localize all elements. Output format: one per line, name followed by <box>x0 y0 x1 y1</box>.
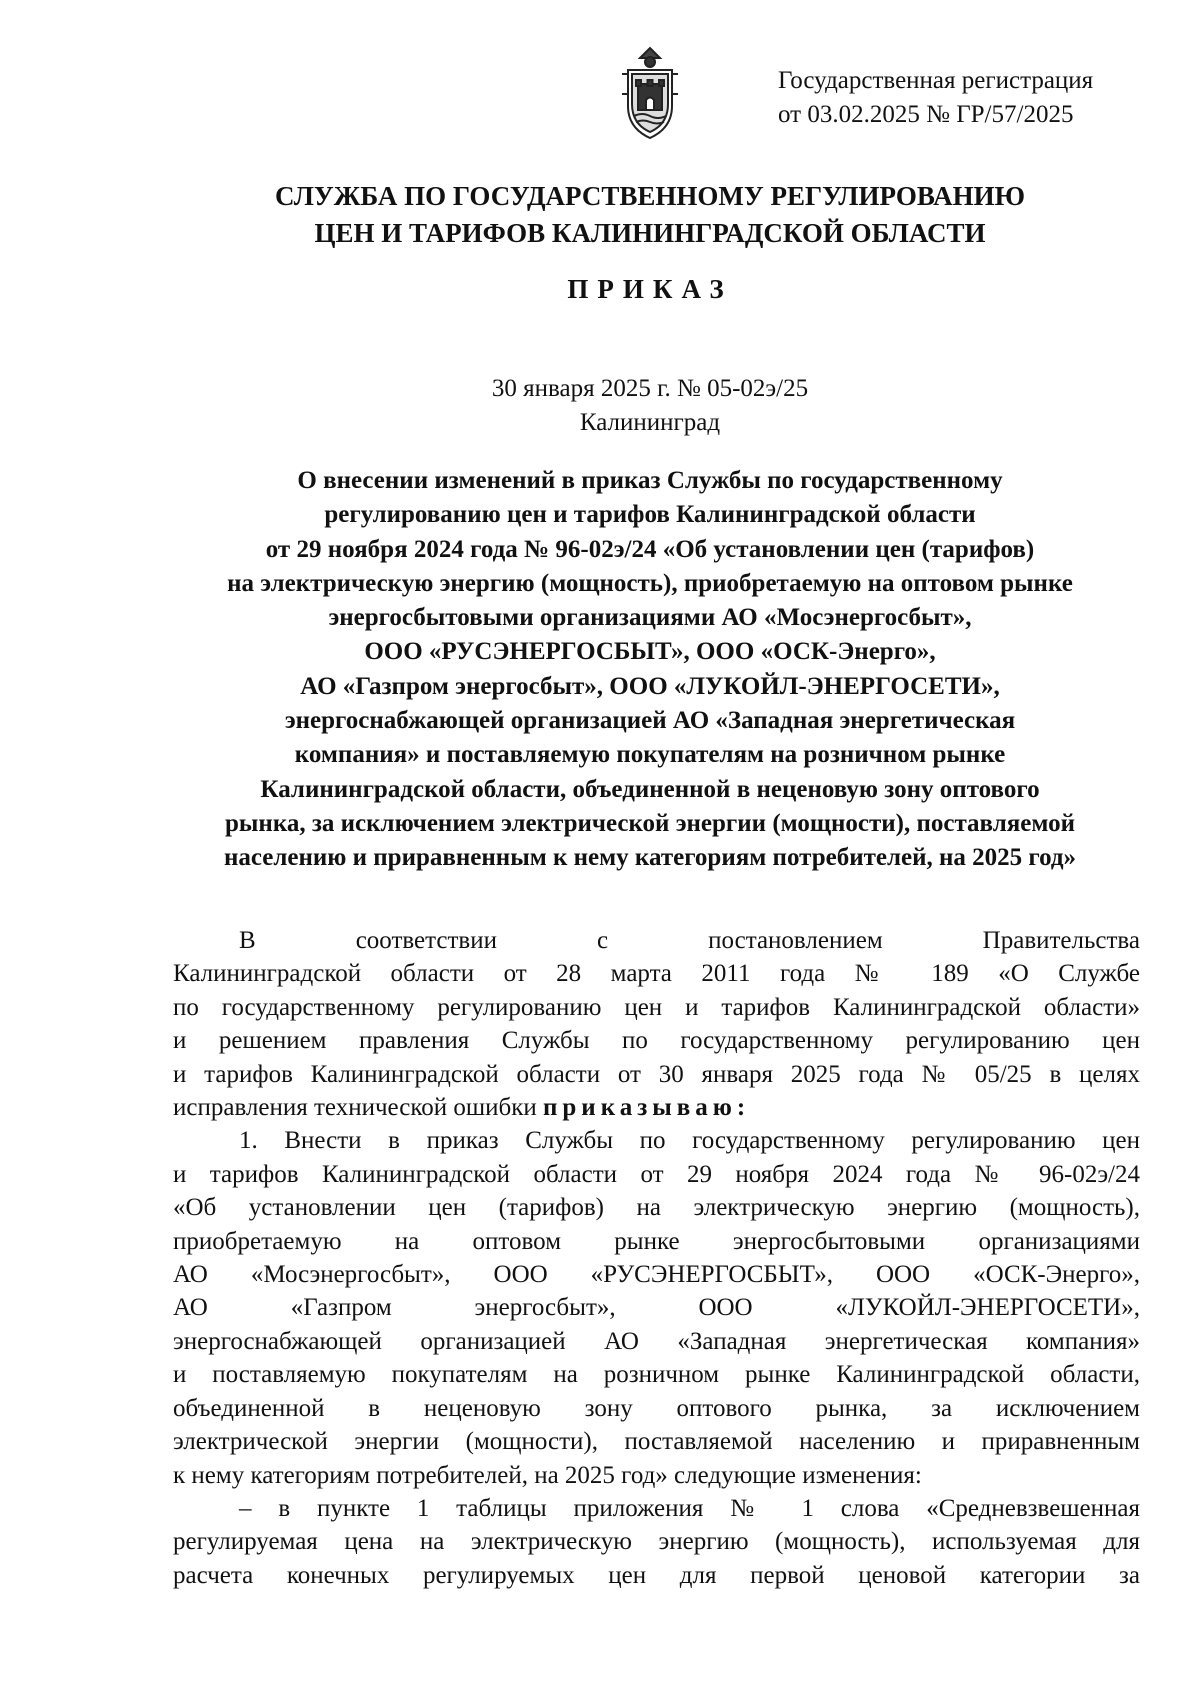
subject-line: населению и приравненным к нему категориям потребителей, на 2025 год» <box>223 844 1077 872</box>
order-date-block <box>100 372 1200 440</box>
subject-line: регулированию цен и тарифов Калининградской области <box>324 501 976 529</box>
order-subject-heading <box>160 464 1140 876</box>
subject-line: на электрическую энергию (мощность), приобретаемую на оптовом рынке <box>227 569 1073 597</box>
body-line: АО «Газпром энергосбыт», ООО «ЛУКОЙЛ-ЭНЕРГОСЕТИ», <box>173 1294 1140 1322</box>
subject-line: энергосбытовыми организациями АО «Мосэнергосбыт», <box>328 604 972 632</box>
order-title: ПРИКАЗ <box>567 274 733 304</box>
body-line: АО «Мосэнергосбыт», ООО «РУСЭНЕРГОСБЫТ», ООО «ОСК-Энерго», <box>173 1261 1140 1289</box>
body-line: «Об установлении цен (тарифов) на электрическую энергию (мощность), <box>173 1194 1140 1222</box>
state-registration-stamp <box>778 64 1158 132</box>
subject-line: О внесении изменений в приказ Службы по государственному <box>297 467 1003 494</box>
body-line <box>173 1091 1140 1124</box>
body-line: и тарифов Калининградской области от 30 января 2025 года № 05/25 в целях <box>173 1060 1140 1088</box>
agency-name-line: СЛУЖБА ПО ГОСУДАРСТВЕННОМУ РЕГУЛИРОВАНИЮ <box>274 181 1026 211</box>
body-line: приобретаемую на оптовом рынке энергосбытовыми организациями <box>173 1227 1140 1255</box>
body-line: по государственному регулированию цен и тарифов Калининградской области» <box>173 993 1140 1021</box>
item-2-paragraph <box>173 1492 1140 1592</box>
item-1-paragraph <box>173 1124 1140 1491</box>
body-line: и решением правления Службы по государственному регулированию цен <box>173 1027 1140 1055</box>
kaliningrad-coat-of-arms-icon <box>618 44 682 142</box>
body-line: электрической энергии (мощности), поставляемой населению и приравненным <box>173 1428 1140 1456</box>
order-directive: приказываю: <box>542 1094 751 1122</box>
subject-line: компания» и поставляемую покупателям на розничном рынке <box>294 741 1006 769</box>
registration-number: от 03.02.2025 № ГР/57/2025 <box>778 101 1074 128</box>
body-line: регулируемая цена на электрическую энергию (мощность), используемая для <box>173 1528 1140 1556</box>
subject-line: рынка, за исключением электрической энергии (мощности), поставляемой <box>225 809 1075 837</box>
agency-name <box>100 178 1200 252</box>
body-line: и поставляемую покупателям на розничном рынке Калининградской области, <box>173 1361 1140 1389</box>
body-line: объединенной в неценовую зону оптового рынка, за исключением <box>173 1394 1140 1422</box>
body-line-text: исправления технической ошибки <box>173 1094 537 1122</box>
agency-name-line: ЦЕН И ТАРИФОВ КАЛИНИНГРАДСКОЙ ОБЛАСТИ <box>314 218 986 248</box>
subject-line: энергоснабжающей организацией АО «Западная энергетическая <box>284 707 1016 735</box>
body-line: энергоснабжающей организацией АО «Западная энергетическая компания» <box>173 1327 1140 1355</box>
preamble-paragraph <box>173 924 1140 1124</box>
subject-line: АО «Газпром энергосбыт», ООО «ЛУКОЙЛ-ЭНЕРГОСЕТИ», <box>300 672 1000 700</box>
order-date-number: 30 января 2025 г. № 05-02э/25 <box>491 375 809 402</box>
body-line: Калининградской области от 28 марта 2011 года № 189 «О Службе <box>173 960 1140 988</box>
subject-line: ООО «РУСЭНЕРГОСБЫТ», ООО «ОСК-Энерго», <box>364 638 936 666</box>
body-line: – в пункте 1 таблицы приложения № 1 слова «Средневзвешенная <box>239 1494 1140 1522</box>
body-line: В соответствии с постановлением Правительства <box>239 927 1140 954</box>
subject-line: от 29 ноября 2024 года № 96-02э/24 «Об установлении цен (тарифов) <box>265 535 1035 563</box>
body-line: и тарифов Калининградской области от 29 ноября 2024 года № 96-02э/24 <box>173 1160 1140 1188</box>
body-line: к нему категориям потребителей, на 2025 год» следующие изменения: <box>173 1461 922 1489</box>
order-body <box>173 924 1140 1592</box>
body-line: расчета конечных регулируемых цен для первой ценовой категории за <box>173 1561 1140 1589</box>
order-city: Калининград <box>579 409 721 436</box>
subject-line: Калининградской области, объединенной в неценовую зону оптового <box>260 775 1040 803</box>
body-line: 1. Внести в приказ Службы по государственному регулированию цен <box>239 1127 1140 1155</box>
registration-line: Государственная регистрация <box>778 67 1094 94</box>
